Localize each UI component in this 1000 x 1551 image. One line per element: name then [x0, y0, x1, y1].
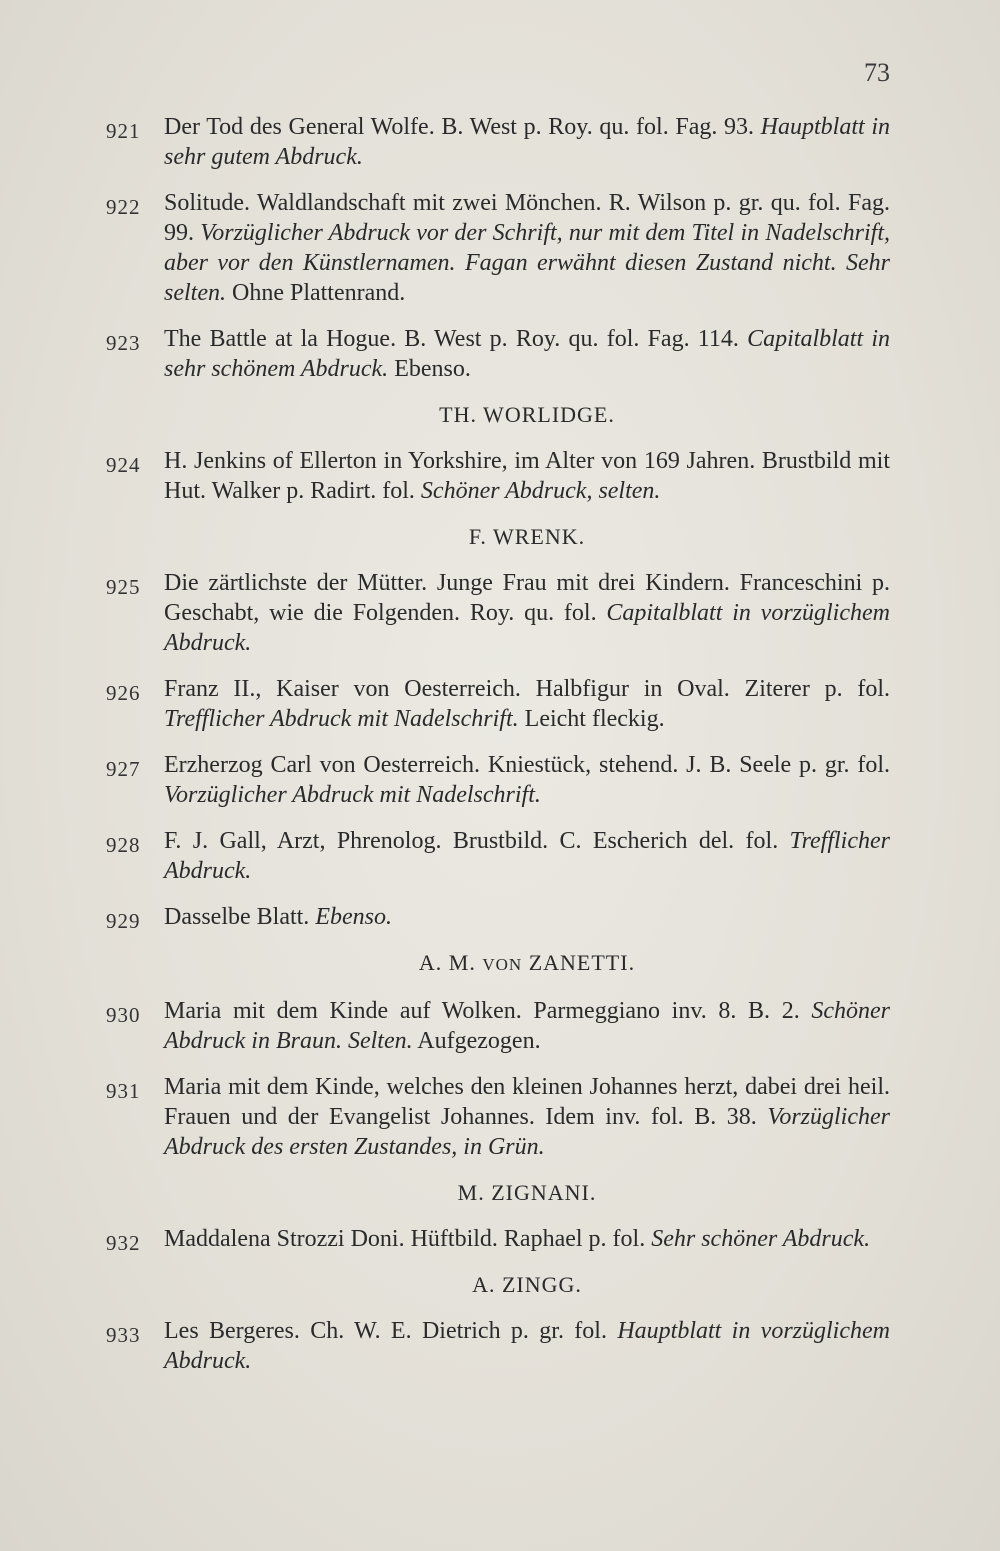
- heading-surname: ZANETTI.: [522, 950, 636, 975]
- entry-description: Maria mit dem Kinde, welches den kleinen Johannes herzt, dabei drei heil. Frauen und der Evangelist Johannes. Idem inv. fol. B. 38.: [164, 1074, 890, 1130]
- entry-number: 929: [106, 909, 141, 933]
- catalog-content: [106, 112, 890, 1392]
- entry-description: Les Bergeres. Ch. W. E. Dietrich p. gr. fol.: [164, 1318, 618, 1344]
- entry-description: Maddalena Strozzi Doni. Hüftbild. Raphael p. fol.: [164, 1226, 652, 1252]
- entry-number: 927: [106, 757, 141, 781]
- entry-description: The Battle at la Hogue. B. West p. Roy. qu. fol. Fag. 114.: [164, 326, 748, 352]
- entry-number: 922: [106, 195, 141, 219]
- catalog-entry-931: [106, 1072, 890, 1162]
- entry-number: 928: [106, 833, 141, 857]
- catalog-entry-932: [106, 1224, 890, 1254]
- entry-description: F. J. Gall, Arzt, Phrenolog. Brustbild. C. Escherich del. fol.: [164, 828, 790, 854]
- heading-initials: A. M.: [418, 950, 483, 975]
- entry-description: Die zärtlichste der Mütter. Junge Frau mit drei Kindern. Franceschini p. Geschabt, wie die Folgenden. Roy. qu. fol.: [164, 570, 890, 626]
- entry-text: [164, 446, 890, 506]
- entry-tail: Leicht fleckig.: [518, 706, 665, 732]
- entry-condition-note: Capitalblatt in vorzüglichem Abdruck.: [164, 600, 890, 656]
- entry-description: Dasselbe Blatt.: [164, 904, 316, 930]
- section-heading-zanetti: [164, 948, 890, 980]
- entry-description: Erzherzog Carl von Oesterreich. Kniestück, stehend. J. B. Seele p. gr. fol.: [164, 752, 890, 778]
- entry-description: H. Jenkins of Ellerton in Yorkshire, im Alter von 169 Jahren. Brustbild mit Hut. Walker p. Radirt. fol.: [164, 448, 890, 504]
- entry-text: [164, 112, 890, 172]
- entry-number: 921: [106, 119, 141, 143]
- catalog-entry-933: [106, 1316, 890, 1376]
- entry-text: [164, 1072, 890, 1162]
- entry-text: [164, 568, 890, 658]
- entry-condition-note: Hauptblatt in vorzüglichem Abdruck.: [164, 1318, 890, 1374]
- entry-number: 931: [106, 1079, 141, 1103]
- entry-text: [164, 750, 890, 810]
- entry-condition-note: Schöner Abdruck in Braun. Selten.: [164, 998, 890, 1054]
- entry-number: 932: [106, 1231, 141, 1255]
- page-number: 73: [864, 58, 890, 87]
- section-heading-wrenk: F. WRENK.: [468, 524, 586, 549]
- entry-condition-note: Ebenso.: [315, 904, 392, 930]
- section-heading-zingg: A. ZINGG.: [472, 1272, 582, 1297]
- entry-condition-note: Sehr schöner Abdruck.: [651, 1226, 871, 1252]
- entry-tail: Aufgezogen.: [412, 1028, 541, 1054]
- entry-number: 925: [106, 575, 141, 599]
- entry-text: [164, 902, 890, 932]
- heading-particle: VON: [482, 955, 523, 974]
- entry-condition-note: Vorzüglicher Abdruck des ersten Zustandes, in Grün.: [164, 1104, 890, 1160]
- catalog-entry-924: [106, 446, 890, 506]
- catalog-entry-923: [106, 324, 890, 384]
- entry-condition-note: Trefflicher Abdruck mit Nadelschrift.: [164, 706, 519, 732]
- catalog-entry-927: [106, 750, 890, 810]
- entry-description: Maria mit dem Kinde auf Wolken. Parmeggiano inv. 8. B. 2.: [164, 998, 812, 1024]
- catalog-entry-926: [106, 674, 890, 734]
- entry-text: [164, 826, 890, 886]
- entry-condition-note: Vorzüglicher Abdruck vor der Schrift, nur mit dem Titel in Nadelschrift, aber vor den Künstlernamen. Fagan erwähnt diesen Zustand nicht. Sehr selten.: [164, 220, 891, 306]
- entry-number: 924: [106, 453, 141, 477]
- catalog-entry-929: [106, 902, 890, 932]
- entry-condition-note: Hauptblatt in sehr gutem Abdruck.: [164, 114, 890, 170]
- section-heading-zignani: M. ZIGNANI.: [457, 1180, 597, 1205]
- catalog-entry-921: [106, 112, 890, 172]
- entry-number: 930: [106, 1003, 141, 1027]
- entry-number: 926: [106, 681, 141, 705]
- entry-description: Der Tod des General Wolfe. B. West p. Roy. qu. fol. Fag. 93.: [164, 114, 761, 140]
- catalog-entry-922: [106, 188, 890, 308]
- catalog-entry-930: [106, 996, 890, 1056]
- entry-tail: Ebenso.: [388, 356, 471, 382]
- catalog-entry-928: [106, 826, 890, 886]
- entry-text: [164, 996, 890, 1056]
- entry-condition-note: Schöner Abdruck, selten.: [420, 478, 661, 504]
- catalog-entry-925: [106, 568, 890, 658]
- entry-text: [164, 1224, 890, 1254]
- entry-text: [164, 188, 890, 308]
- entry-text: [164, 324, 890, 384]
- entry-description: Franz II., Kaiser von Oesterreich. Halbfigur in Oval. Ziterer p. fol.: [164, 676, 890, 702]
- section-heading-worlidge: TH. WORLIDGE.: [439, 402, 615, 427]
- entry-text: [164, 1316, 890, 1376]
- entry-condition-note: Vorzüglicher Abdruck mit Nadelschrift.: [164, 782, 541, 808]
- entry-text: [164, 674, 890, 734]
- entry-condition-note: Capitalblatt in sehr schönem Abdruck.: [164, 326, 890, 382]
- entry-condition-note: Trefflicher Abdruck.: [164, 828, 890, 884]
- entry-number: 933: [106, 1323, 141, 1347]
- entry-number: 923: [106, 331, 141, 355]
- entry-tail: Ohne Plattenrand.: [225, 280, 406, 306]
- entry-description: Solitude. Waldlandschaft mit zwei Mönchen. R. Wilson p. gr. qu. fol. Fag. 99.: [164, 190, 890, 246]
